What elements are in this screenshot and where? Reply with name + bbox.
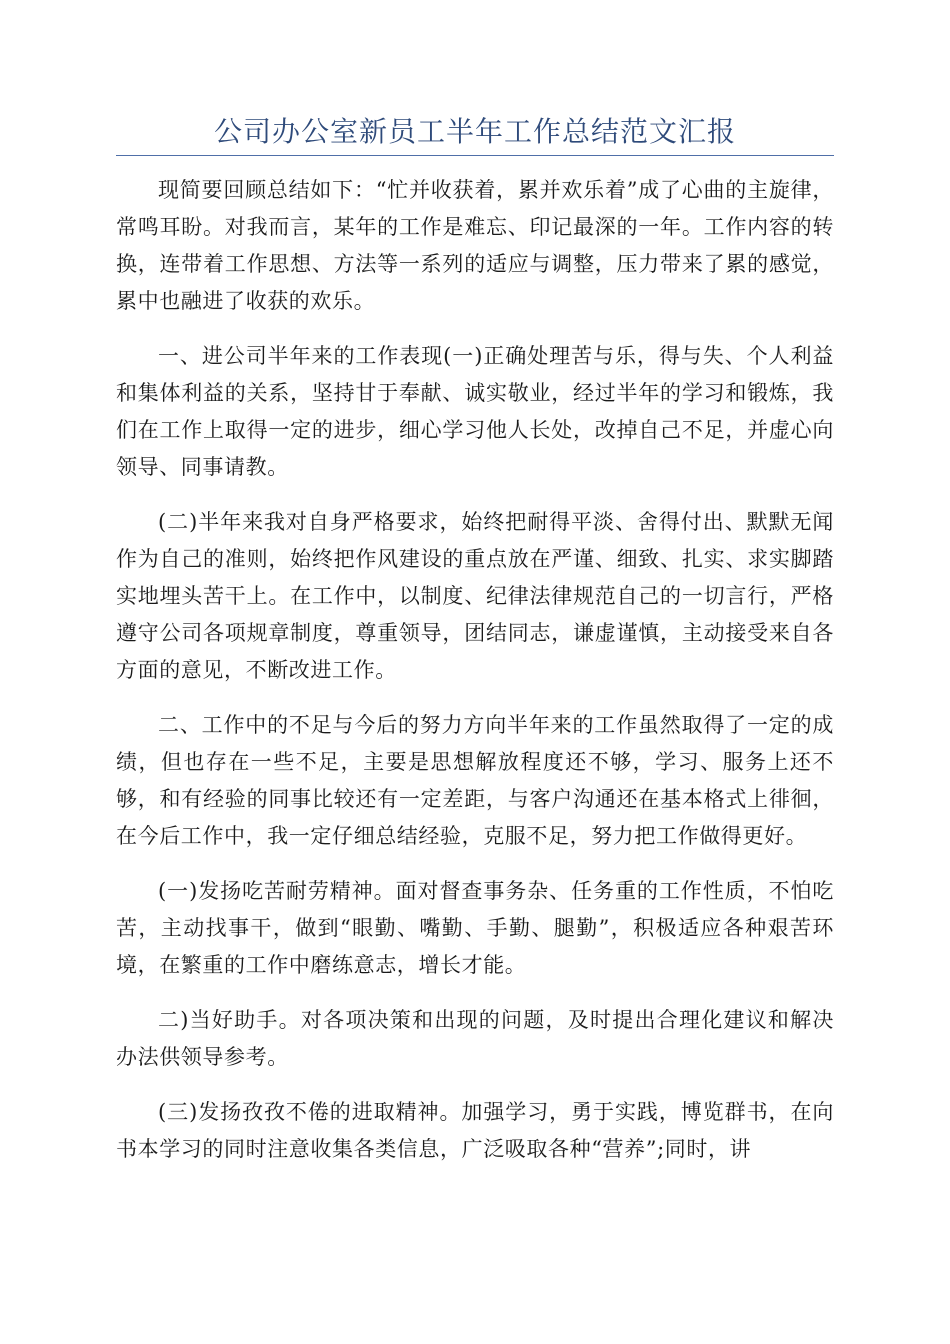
paragraph-section-1-2: (二)半年来我对自身严格要求，始终把耐得平淡、舍得付出、默默无闻作为自己的准则，始终把作风建设的重点放在严谨、细致、扎实、求实脚踏实地埋头苦干上。在工作中，以制度、纪律法律规范自己的一切言行，严格遵守公司各项规章制度，尊重领导，团结同志，谦虚谨慎，主动接受来自各方面的意见，不断改进工作。 <box>116 510 834 682</box>
paragraph-section-2: 二、工作中的不足与今后的努力方向半年来的工作虽然取得了一定的成绩，但也存在一些不足，主要是思想解放程度还不够，学习、服务上还不够，和有经验的同事比较还有一定差距，与客户沟通还在基本格式上徘徊，在今后工作中，我一定仔细总结经验，克服不足，努力把工作做得更好。 <box>116 713 834 848</box>
paragraph-section-2-2: 二)当好助手。对各项决策和出现的问题，及时提出合理化建议和解决办法供领导参考。 <box>116 1008 834 1069</box>
document-title: 公司办公室新员工半年工作总结范文汇报 <box>213 115 736 148</box>
paragraph-section-2-3: (三)发扬孜孜不倦的进取精神。加强学习，勇于实践，博览群书，在向书本学习的同时注意收集各类信息，广泛吸取各种“营养”;同时，讲 <box>116 1100 834 1161</box>
document-body <box>116 172 834 1186</box>
paragraph-intro: 现简要回顾总结如下：“忙并收获着，累并欢乐着”成了心曲的主旋律，常鸣耳盼。对我而言，某年的工作是难忘、印记最深的一年。工作内容的转换，连带着工作思想、方法等一系列的适应与调整，压力带来了累的感觉，累中也融进了收获的欢乐。 <box>116 178 834 313</box>
paragraph-section-2-1: (一)发扬吃苦耐劳精神。面对督查事务杂、任务重的工作性质，不怕吃苦，主动找事干，做到“眼勤、嘴勤、手勤、腿勤”，积极适应各种艰苦环境，在繁重的工作中磨练意志，增长才能。 <box>116 879 834 977</box>
paragraph-section-1: 一、进公司半年来的工作表现(一)正确处理苦与乐，得与失、个人利益和集体利益的关系，坚持甘于奉献、诚实敬业，经过半年的学习和锻炼，我们在工作上取得一定的进步，细心学习他人长处，改掉自己不足，并虚心向领导、同事请教。 <box>116 344 834 479</box>
title-underline <box>116 155 834 156</box>
